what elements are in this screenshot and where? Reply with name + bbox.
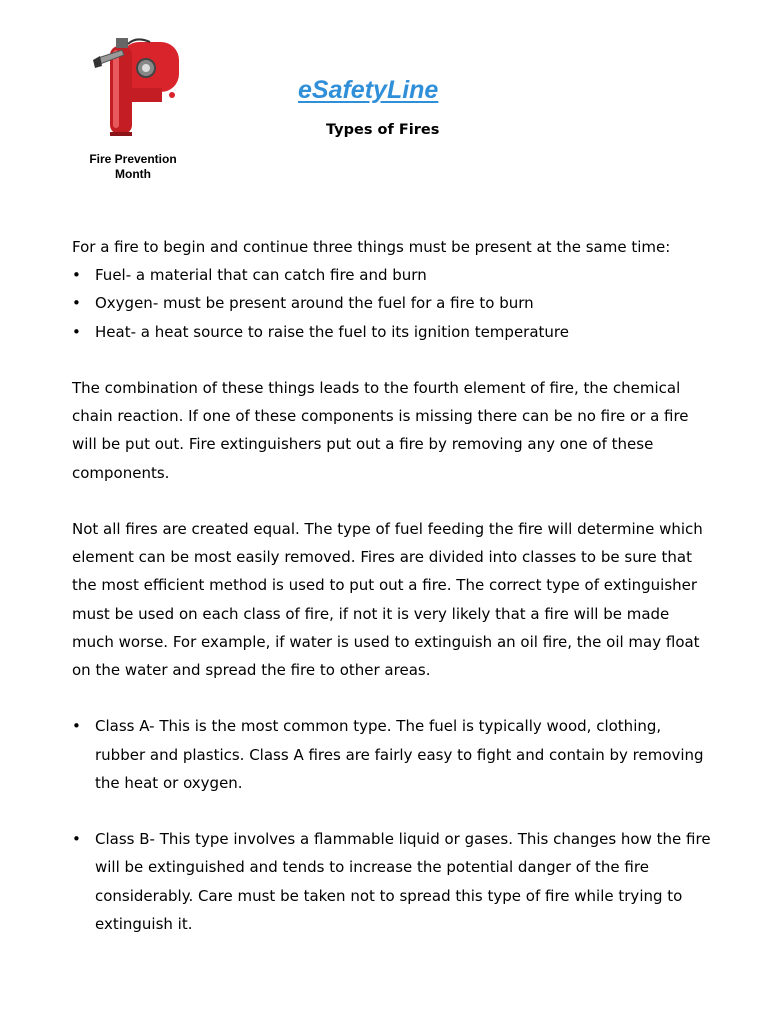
list-item: • Class B- This type involves a flammable liquid or gases. This changes how the fire will be extinguished and tends to increase the potential danger of the fire considerably. Care must be taken not to spread this type of fire while trying to extinguish it. — [72, 825, 712, 938]
brand-title[interactable]: eSafetyLine — [298, 76, 439, 104]
fire-extinguisher-logo-icon — [88, 38, 188, 142]
logo-caption: Fire Prevention Month — [89, 152, 177, 181]
document-body — [72, 233, 712, 938]
fire-classes-paragraph: Not all fires are created equal. The type of fuel feeding the fire will determine which element can be most easily removed. Fires are divided into classes to be sure that the most efficient method is used to put out a fire. The correct type of extinguisher must be used on each class of fire, if not it is very likely that a fire will be made much worse. For example, if water is used to extinguish an oil fire, the oil may float on the water and spread the fire to other areas. — [72, 520, 703, 680]
fire-classes-list — [72, 712, 712, 797]
intro-text: For a fire to begin and continue three things must be present at the same time: — [72, 238, 671, 256]
list-item: • Heat- a heat source to raise the fuel to its ignition temperature — [72, 318, 712, 346]
page-title: Types of Fires — [326, 122, 440, 138]
list-item: • Class A- This is the most common type. The fuel is typically wood, clothing, rubber and plastics. Class A fires are fairly easy to fight and contain by removing the heat or oxygen. — [72, 712, 712, 797]
list-item: • Fuel- a material that can catch fire and burn — [72, 261, 712, 289]
fire-classes-list — [72, 825, 712, 938]
chain-reaction-paragraph: The combination of these things leads to the fourth element of fire, the chemical chain reaction. If one of these components is missing there can be no fire or a fire will be put out. Fire extinguishers put out a fire by removing any one of these components. — [72, 379, 689, 482]
fire-elements-list — [72, 261, 712, 346]
list-item: • Oxygen- must be present around the fuel for a fire to burn — [72, 289, 712, 317]
